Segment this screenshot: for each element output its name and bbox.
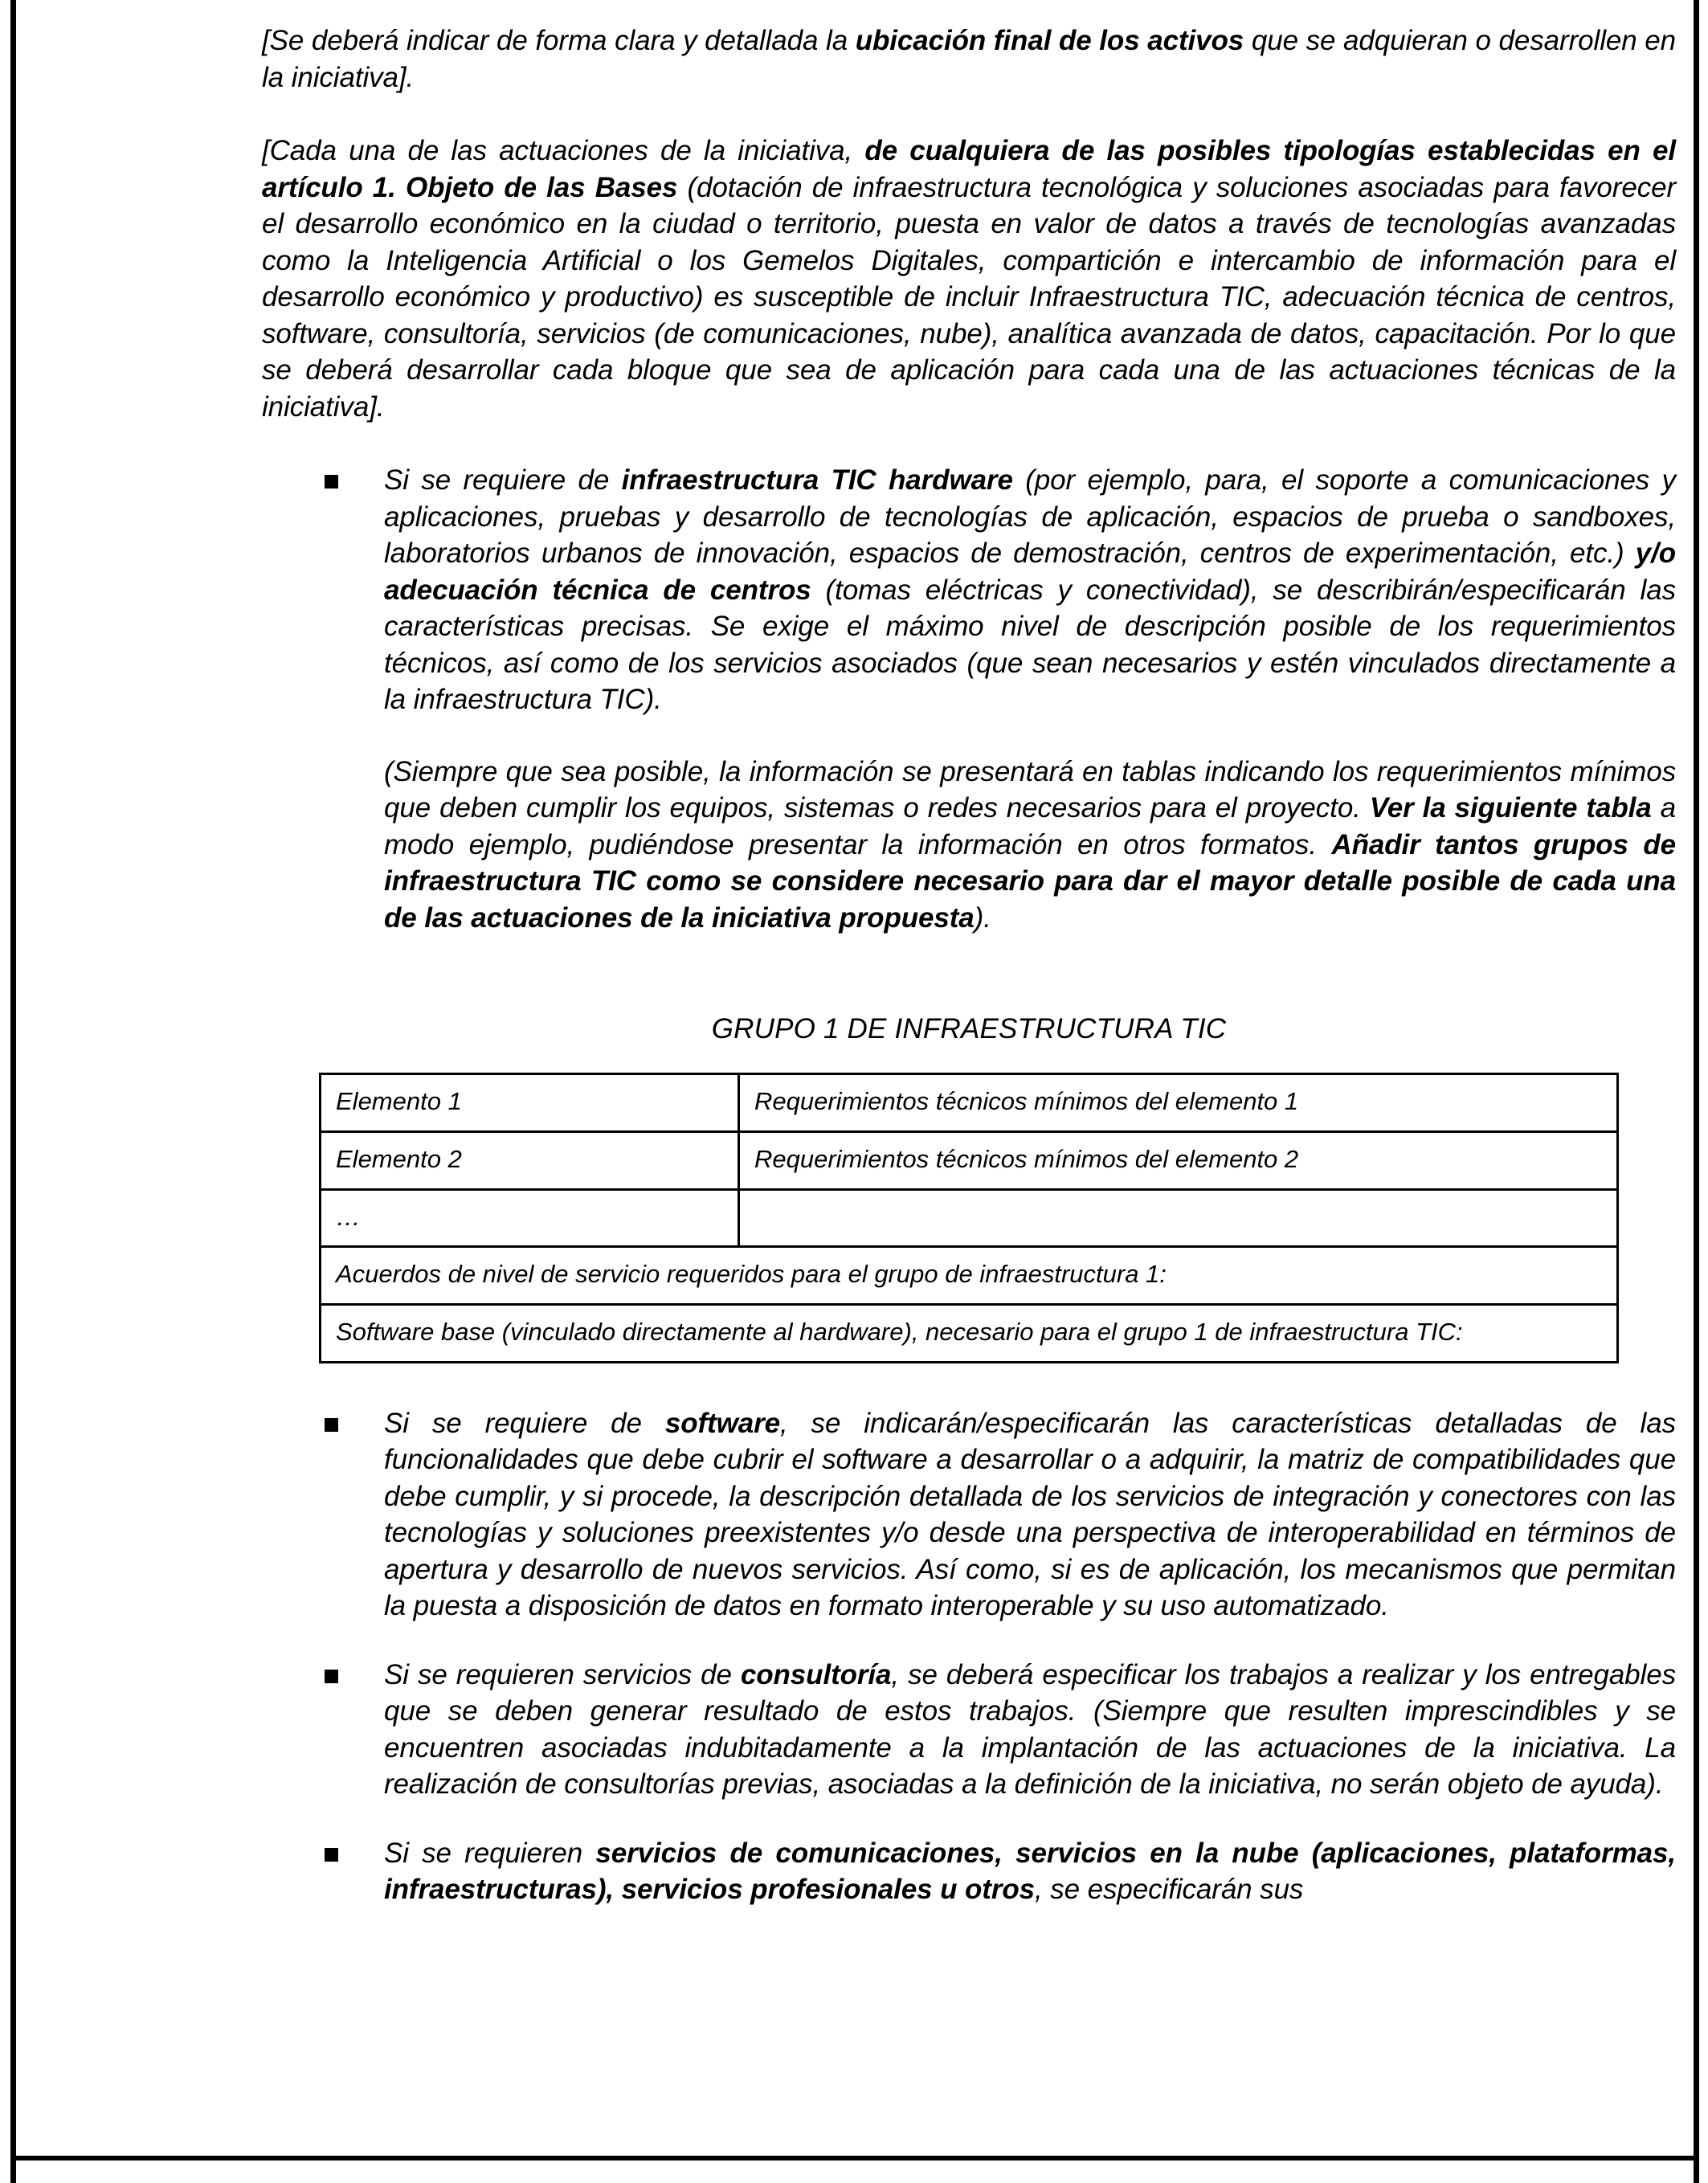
bullet-paragraph-servicios-comunicaciones bbox=[384, 1835, 1676, 1908]
square-bullet-icon bbox=[325, 475, 338, 489]
text-run: , se deberá especificar los trabajos a realizar y los entregables que se deben generar resultado de estos trabajos. (Siempre que resulten imprescindibles y se encuentren asociadas indubitadamente a la implantación de las actuaciones de la iniciativa. La realización de consultorías previas, asociadas a la definición de la iniciativa, no serán objeto de ayuda). bbox=[384, 1658, 1676, 1801]
square-bullet-icon bbox=[325, 1670, 338, 1683]
text-run-bold: Ver la siguiente tabla bbox=[1369, 792, 1652, 824]
text-run: (dotación de infraestructura tecnológica y soluciones asociadas para favorecer el desarrollo económico en la ciudad o territorio, puesta en valor de datos a través de tecnologías avanzadas como la Inteligencia Artificial o los Gemelos Digitales, compartición e intercambio de información para el desarrollo económico y productivo) es susceptible de incluir Infraestructura TIC, adecuación técnica de centros, software, consultoría, servicios (de comunicaciones, nube), analítica avanzada de datos, capacitación. Por lo que se deberá desarrollar cada bloque que sea de aplicación para cada una de las actuaciones técnicas de la iniciativa]. bbox=[262, 171, 1677, 423]
text-run: Si se requiere de bbox=[384, 464, 622, 496]
table-cell-element-name: Elemento 2 bbox=[321, 1131, 739, 1189]
text-run: [Se deberá indicar de forma clara y detallada la bbox=[262, 25, 856, 56]
table-row bbox=[321, 1247, 1618, 1305]
text-run-bold: software bbox=[664, 1407, 780, 1439]
page-border-left bbox=[10, 0, 16, 2183]
paragraph-ubicacion-activos bbox=[262, 22, 1676, 96]
table-row bbox=[321, 1131, 1618, 1189]
page-border-right bbox=[1694, 0, 1699, 2183]
paragraph-actuaciones-iniciativa bbox=[262, 133, 1676, 425]
text-run-bold: infraestructura TIC hardware bbox=[621, 464, 1013, 496]
document-body bbox=[262, 22, 1676, 1940]
text-run-bold: Añadir tantos grupos de infraestructura TIC como se considere necesario para dar el mayor detalle posible de cada una de las actuaciones de la iniciativa propuesta bbox=[384, 828, 1676, 934]
list-item-servicios-comunicaciones bbox=[262, 1835, 1676, 1908]
text-run-bold: consultoría bbox=[740, 1658, 892, 1690]
bullet-paragraph-tablas-nota bbox=[384, 754, 1676, 937]
table-cell-element-name: Elemento 1 bbox=[321, 1074, 739, 1132]
table-row bbox=[321, 1305, 1618, 1363]
text-run: a modo ejemplo, pudiéndose presentar la información en otros formatos. bbox=[384, 792, 1676, 861]
text-run-bold: servicios de comunicaciones, servicios en la nube (aplicaciones, plataformas, infraestructuras), servicios profesionales u otros bbox=[384, 1837, 1676, 1906]
text-run: ). bbox=[974, 901, 991, 934]
list-item-infraestructura-tic-hardware bbox=[262, 462, 1676, 936]
infrastructure-table-body bbox=[321, 1074, 1618, 1363]
table-cell-element-requirements: Requerimientos técnicos mínimos del elemento 2 bbox=[739, 1131, 1618, 1189]
page-border-bottom bbox=[10, 2156, 1699, 2161]
text-run: Si se requieren servicios de bbox=[384, 1658, 741, 1690]
table-row bbox=[321, 1074, 1618, 1132]
table-row bbox=[321, 1189, 1618, 1247]
text-run: Si se requieren bbox=[384, 1837, 596, 1869]
infrastructure-table-block bbox=[262, 1013, 1676, 1363]
bullet-paragraph-hardware bbox=[384, 462, 1676, 718]
table-caption: GRUPO 1 DE INFRAESTRUCTURA TIC bbox=[711, 1013, 1227, 1044]
text-run-bold: de cualquiera de las posibles tipologías establecidas en el artículo 1. Objeto de las Bases bbox=[262, 135, 1676, 203]
text-run: [Cada una de las actuaciones de la iniciativa, bbox=[262, 135, 865, 166]
list-item-consultoria bbox=[262, 1657, 1676, 1803]
bullet-paragraph-consultoria bbox=[384, 1657, 1676, 1803]
text-run: Si se requiere de bbox=[384, 1407, 665, 1439]
text-run: (por ejemplo, para, el soporte a comunicaciones y aplicaciones, pruebas y desarrollo de tecnologías de aplicación, espacios de prueba o sandboxes, laboratorios urbanos de innovación, espacios de demostración, centros de experimentación, etc.) bbox=[384, 464, 1677, 569]
list-item-software bbox=[262, 1405, 1676, 1625]
table-cell-element-requirements: Requerimientos técnicos mínimos del elemento 1 bbox=[739, 1074, 1618, 1132]
table-cell-element-name: … bbox=[321, 1189, 739, 1247]
text-run: que se adquieran o desarrollen en la iniciativa]. bbox=[262, 25, 1676, 93]
text-run: , se indicarán/especificarán las características detalladas de las funcionalidades que debe cubrir el software a desarrollar o a adquirir, la matriz de compatibilidades que debe cumplir, y si procede, la descripción detallada de los servicios de integración y conectores con las tecnologías y soluciones preexistentes y/o desde una perspectiva de interoperabilidad en términos de apertura y desarrollo de nuevos servicios. Así como, si es de aplicación, los mecanismos que permitan la puesta a disposición de datos en formato interoperable y su uso automatizado. bbox=[384, 1407, 1676, 1622]
text-run-bold: ubicación final de los activos bbox=[855, 25, 1244, 56]
table-cell-base-software: Software base (vinculado directamente al hardware), necesario para el grupo 1 de infraestructura TIC: bbox=[321, 1305, 1618, 1363]
table-cell-service-level-agreements: Acuerdos de nivel de servicio requeridos para el grupo de infraestructura 1: bbox=[321, 1247, 1618, 1305]
text-run: (tomas eléctricas y conectividad), se describirán/especificarán las características precisas. Se exige el máximo nivel de descripción posible de los requerimientos técnicos, así como de los servicios asociados (que sean necesarios y estén vinculados directamente a la infraestructura TIC). bbox=[384, 574, 1676, 715]
bullet-paragraph-software bbox=[384, 1405, 1676, 1625]
table-cell-element-requirements bbox=[739, 1189, 1618, 1247]
text-run: (Siempre que sea posible, la información se presentará en tablas indicando los requerimientos mínimos que deben cumplir los equipos, sistemas o redes necesarios para el proyecto. bbox=[384, 755, 1676, 824]
square-bullet-icon bbox=[325, 1848, 338, 1862]
bullet-list-before-table bbox=[262, 462, 1676, 936]
square-bullet-icon bbox=[325, 1418, 338, 1432]
infrastructure-table bbox=[319, 1073, 1619, 1363]
bullet-list-after-table bbox=[262, 1405, 1676, 1908]
text-run: , se especificarán sus bbox=[1034, 1874, 1304, 1906]
text-run-bold: y/o adecuación técnica de centros bbox=[384, 538, 1676, 606]
